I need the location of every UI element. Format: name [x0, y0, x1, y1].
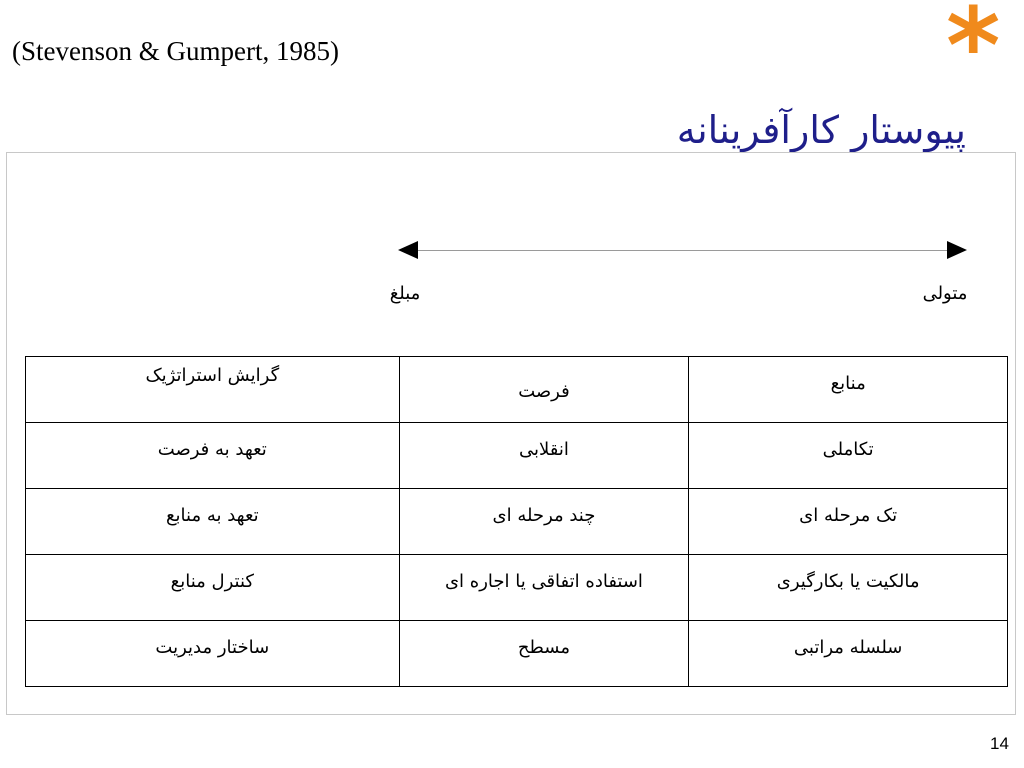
asterisk-icon: * — [946, 0, 1001, 107]
table-row — [26, 489, 1008, 555]
arrow-right-icon — [947, 241, 967, 259]
slide-title: پیوستار کارآفرینانه — [676, 108, 966, 152]
table-cell: سلسله مراتبی — [689, 621, 1008, 687]
page-number: 14 — [990, 734, 1009, 753]
table-header-row — [26, 357, 1008, 423]
table-cell: تعهد به منابع — [26, 489, 400, 555]
table-cell: ساختار مدیریت — [26, 621, 400, 687]
header-cell-strategic-orientation: گرایش استراتژیک — [26, 357, 400, 423]
table-row — [26, 621, 1008, 687]
table-cell: مالکیت یا بکارگیری — [689, 555, 1008, 621]
table-cell: تک مرحله ای — [689, 489, 1008, 555]
spectrum-line — [416, 250, 948, 251]
table-cell: انقلابی — [399, 423, 689, 489]
spectrum-right-label: متولی — [922, 283, 968, 304]
table-row — [26, 555, 1008, 621]
table-cell: تکاملی — [689, 423, 1008, 489]
table-cell: استفاده اتفاقی یا اجاره ای — [399, 555, 689, 621]
table-cell: چند مرحله ای — [399, 489, 689, 555]
table-cell: مسطح — [399, 621, 689, 687]
comparison-table — [25, 356, 1008, 687]
header-cell-opportunity: فرصت — [399, 357, 689, 423]
table-cell: کنترل منابع — [26, 555, 400, 621]
spectrum-left-label: مبلغ — [389, 283, 421, 304]
citation: (Stevenson & Gumpert, 1985) — [12, 36, 339, 66]
table-row — [26, 423, 1008, 489]
table-cell: تعهد به فرصت — [26, 423, 400, 489]
header-cell-resources: منابع — [689, 357, 1008, 423]
arrow-left-icon — [398, 241, 418, 259]
